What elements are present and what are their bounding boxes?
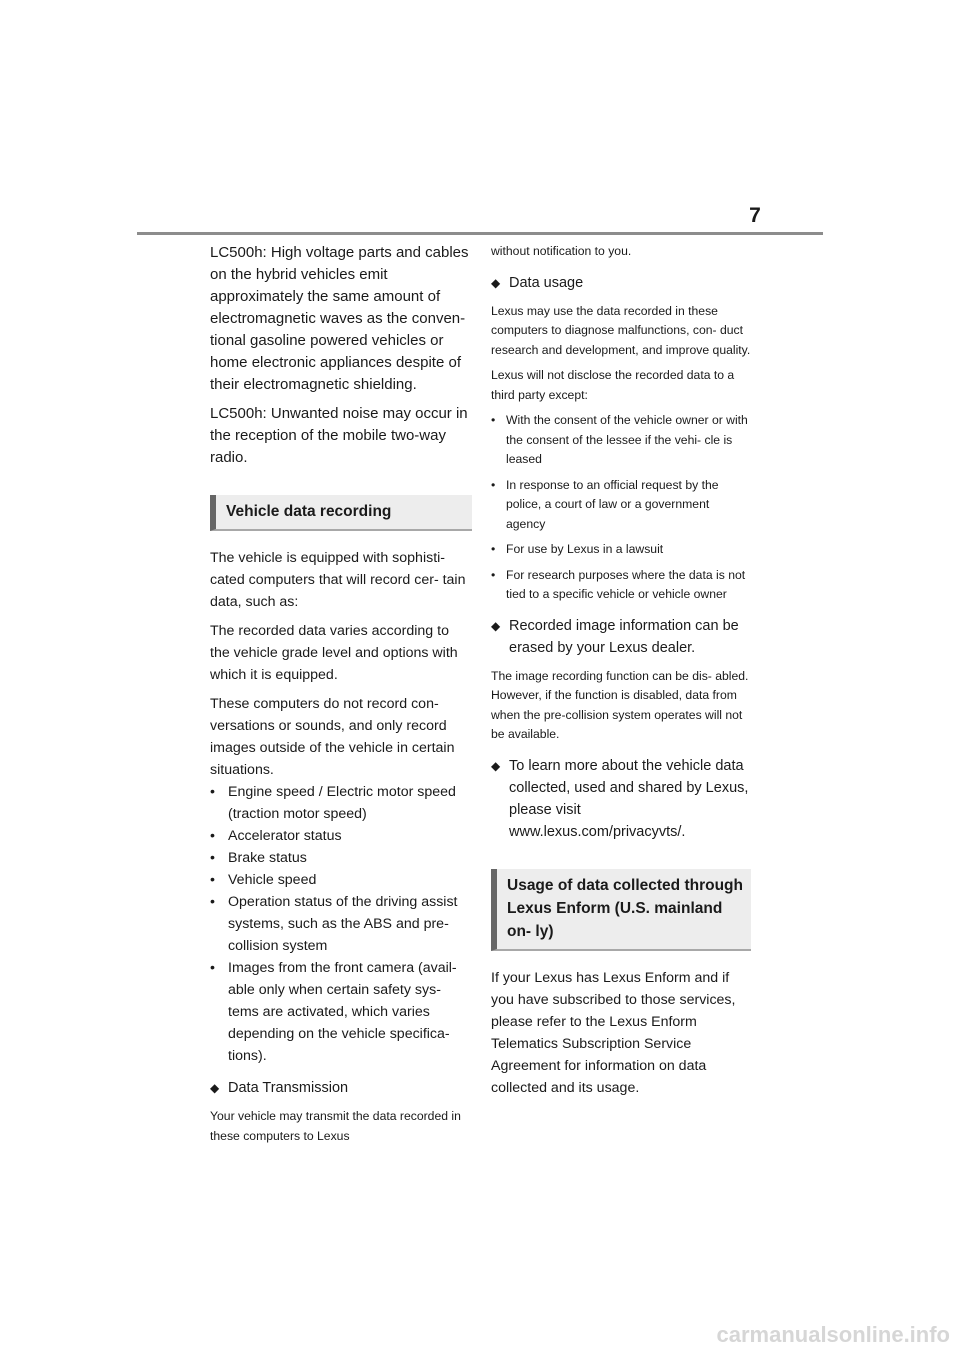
disclosure-exceptions-list <box>491 411 751 605</box>
learn-more-item: ◆ To learn more about the vehicle data collected, used and shared by Lexus, please visit www.lexus.com/privacyvts/. <box>491 755 751 843</box>
lc500h-paragraph-1: LC500h: High voltage parts and cables on the hybrid vehicles emit approximately the same amount of electromagnetic waves as the conven- tional gasoline powered vehicles or home electronic appliances despite of their electromagnetic shielding. <box>210 244 469 393</box>
recorded-image-heading: ◆ Recorded image information can be erased by your Lexus dealer. <box>491 615 751 659</box>
data-usage-heading: ◆ Data usage <box>491 272 751 294</box>
data-transmission-heading: ◆ Data Transmission <box>210 1077 472 1099</box>
page-number: 7 <box>749 204 761 227</box>
diamond-bullet-icon: ◆ <box>491 275 501 290</box>
data-transmission-continued: without notification to you. <box>491 244 632 258</box>
list-item: • Images from the front camera (avail- able only when certain safety sys- tems are activated, which varies depending on the vehicle specifica- tions). <box>210 960 457 1064</box>
header-rule <box>137 232 823 235</box>
intro-paragraph-2: The recorded data varies according to the vehicle grade level and options with which it is equipped. <box>210 623 458 683</box>
diamond-bullet-icon: ◆ <box>210 1081 220 1095</box>
list-item: • Operation status of the driving assist systems, such as the ABS and pre-collision system <box>210 894 458 954</box>
recorded-image-text: The image recording function can be dis- abled. However, if the function is disabled, data from when the pre-collision system operates will not be available. <box>491 668 749 741</box>
list-item: • Engine speed / Electric motor speed (traction motor speed) <box>210 784 456 822</box>
list-item: • For use by Lexus in a lawsuit <box>491 542 664 556</box>
intro-paragraph-3: These computers do not record con- versations or sounds, and only record images outside of the vehicle in certain situations. <box>210 696 455 778</box>
right-column <box>491 242 751 1106</box>
list-item: • With the consent of the vehicle owner or with the consent of the lessee if the vehi- cle is leased <box>491 413 748 466</box>
list-item: • Accelerator status <box>210 828 342 844</box>
diamond-bullet-icon: ◆ <box>491 618 501 633</box>
data-usage-text-2: Lexus will not disclose the recorded data to a third party except: <box>491 368 735 402</box>
left-column <box>210 242 472 1152</box>
section-heading-vehicle-data-recording: Vehicle data recording <box>210 495 472 531</box>
data-transmission-text: Your vehicle may transmit the data recorded in these computers to Lexus <box>210 1109 461 1143</box>
data-usage-text-1: Lexus may use the data recorded in these computers to diagnose malfunctions, con- duct research and development, and improve quality. <box>491 303 751 357</box>
list-item: • Brake status <box>210 850 307 866</box>
section-heading-lexus-enform: Usage of data collected through Lexus Enform (U.S. mainland on- ly) <box>491 869 751 951</box>
lc500h-paragraph-2: LC500h: Unwanted noise may occur in the reception of the mobile two-way radio. <box>210 405 468 466</box>
list-item: • In response to an official request by the police, a court of law or a government agency <box>491 477 719 531</box>
list-item: • For research purposes where the data is not tied to a specific vehicle or vehicle owner <box>491 567 746 601</box>
enform-paragraph: If your Lexus has Lexus Enform and if you have subscribed to those services, please refer to the Lexus Enform Telematics Subscription Service Agreement for information on data collected and its usage. <box>491 969 736 1096</box>
recorded-data-list <box>210 781 472 1067</box>
watermark: carmanualsonline.info <box>716 1322 950 1347</box>
diamond-bullet-icon: ◆ <box>491 758 501 773</box>
intro-paragraph-1: The vehicle is equipped with sophisti- cated computers that will record cer- tain data, such as: <box>210 550 466 610</box>
list-item: • Vehicle speed <box>210 872 317 888</box>
